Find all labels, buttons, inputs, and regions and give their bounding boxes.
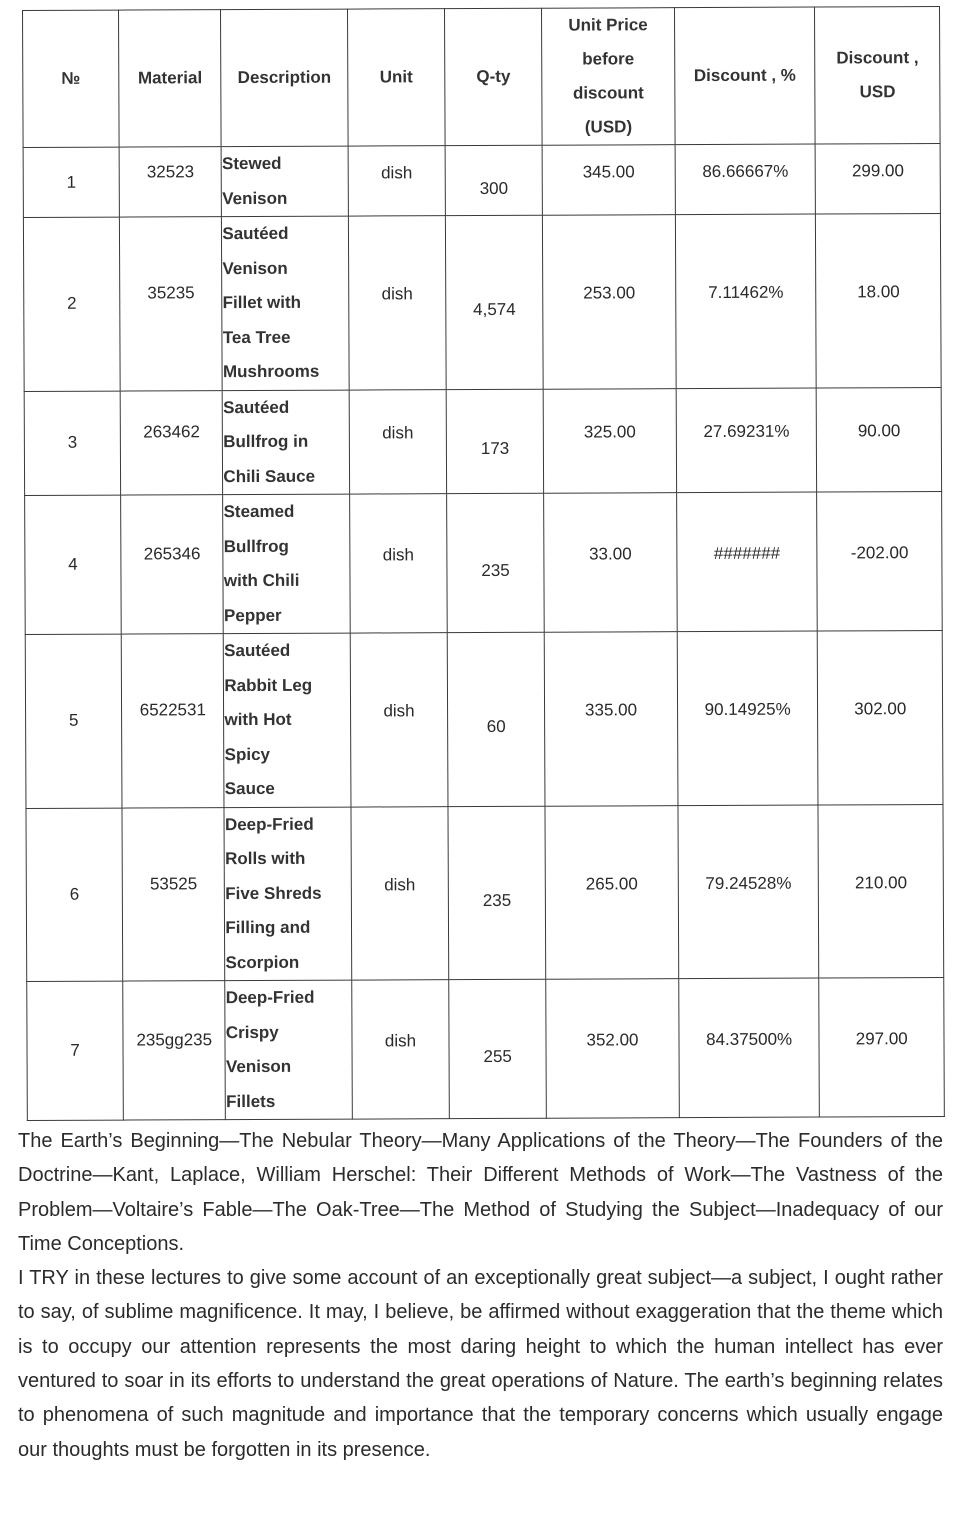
material-cell-value: 32523 bbox=[146, 161, 195, 181]
qty-cell-value: 235 bbox=[481, 560, 510, 581]
discount-pct-cell-value: 84.37500% bbox=[706, 1029, 793, 1050]
material-cell bbox=[119, 147, 222, 217]
unit-price-cell-value: 265.00 bbox=[585, 874, 638, 894]
discount-usd-cell-value: 302.00 bbox=[854, 699, 907, 719]
header-unit-price bbox=[542, 8, 675, 146]
unit-cell bbox=[351, 806, 449, 980]
header-description: Description bbox=[221, 9, 348, 147]
header-discount-usd-line: Discount , bbox=[836, 48, 919, 68]
table-row bbox=[25, 491, 943, 634]
qty-cell bbox=[448, 806, 546, 980]
description-cell bbox=[222, 216, 349, 390]
unit-price-cell bbox=[542, 145, 675, 216]
discount-usd-cell-value: 90.00 bbox=[857, 421, 901, 441]
unit-price-cell bbox=[544, 632, 677, 806]
description-line: Pepper bbox=[223, 605, 282, 625]
material-cell-value: 263462 bbox=[143, 422, 200, 442]
unit-price-cell-value: 335.00 bbox=[584, 700, 638, 720]
discount-table bbox=[22, 6, 945, 1121]
material-cell bbox=[122, 807, 225, 981]
unit-price-cell-value: 345.00 bbox=[582, 161, 635, 182]
qty-cell-value: 4,574 bbox=[473, 300, 516, 320]
description-line: Rolls with bbox=[225, 848, 306, 869]
material-cell bbox=[121, 495, 224, 634]
header-unit-price-line: (USD) bbox=[584, 117, 633, 137]
header-qty: Q-ty bbox=[445, 8, 543, 145]
description-cell bbox=[225, 980, 352, 1120]
row-number-cell: 7 bbox=[27, 981, 124, 1120]
row-number-cell: 3 bbox=[24, 391, 121, 496]
description-line: Scorpion bbox=[225, 952, 300, 972]
discount-pct-cell bbox=[676, 492, 817, 632]
header-unit-price-line: discount bbox=[572, 83, 644, 103]
qty-cell-value: 235 bbox=[482, 890, 512, 910]
qty-cell bbox=[445, 145, 542, 215]
lecture-paragraph: I TRY in these lectures to give some account of an exceptionally great subject—a subject, I ought rather to say, of sublime magnificence. It may, I believe, be affirmed without exaggeration that the theme which is to occupy our attention represents the most daring height to which the human intellect has ever ventured to soar in its efforts to understand the great operations of Nature. The earth’s beginning relates to phenomena of such magnitude and importance that the temporary concerns which usually engage our thoughts must be forgotten in its presence. bbox=[18, 1267, 943, 1461]
unit-price-cell-value: 352.00 bbox=[586, 1030, 639, 1050]
description-line: Bullfrog bbox=[223, 536, 289, 556]
unit-cell bbox=[348, 216, 446, 390]
row-number-cell: 4 bbox=[25, 495, 122, 634]
unit-cell bbox=[349, 494, 447, 633]
row-number-cell: 1 bbox=[23, 147, 119, 217]
description-line: with Chili bbox=[223, 570, 300, 591]
row-number-cell: 2 bbox=[23, 217, 120, 391]
header-discount-usd bbox=[815, 6, 940, 144]
discount-pct-cell-value: 86.66667% bbox=[702, 161, 789, 181]
chapter-synopsis: The Earth’s Beginning—The Nebular Theory—Many Applications of the Theory—The Founders of the Doctrine—Kant, Laplace, William Herschel: Their Different Methods of Work—The Vastness of the Problem—Voltaire’s Fable—The Oak-Tree—The Method of Studying the Subject—Inadequacy of our Time Conceptions. bbox=[18, 1130, 943, 1255]
qty-cell-value: 60 bbox=[486, 717, 506, 737]
unit-cell-value: dish bbox=[383, 701, 415, 721]
description-cell bbox=[223, 494, 350, 634]
description-line: Steamed bbox=[223, 501, 295, 522]
discount-usd-cell-value: -202.00 bbox=[850, 543, 909, 563]
description-line: Filling and bbox=[225, 917, 311, 938]
unit-cell bbox=[352, 980, 450, 1119]
unit-price-cell-value: 325.00 bbox=[583, 422, 636, 442]
discount-pct-cell-value: ####### bbox=[713, 543, 781, 563]
description-cell bbox=[221, 146, 348, 217]
unit-price-cell bbox=[543, 388, 676, 493]
header-no: № bbox=[23, 10, 120, 147]
table-row bbox=[26, 804, 944, 981]
description-line: Rabbit Leg bbox=[224, 675, 313, 695]
unit-cell-value: dish bbox=[382, 423, 414, 443]
description-line: Sauce bbox=[224, 778, 275, 799]
discount-pct-cell bbox=[676, 388, 817, 493]
header-unit-price-line: before bbox=[582, 49, 635, 69]
discount-pct-cell-value: 90.14925% bbox=[704, 699, 791, 720]
description-line: Venison bbox=[222, 258, 288, 278]
unit-cell bbox=[348, 146, 445, 216]
unit-cell-value: dish bbox=[384, 1031, 417, 1051]
discount-usd-cell bbox=[816, 213, 941, 387]
header-unit-price-line: Unit Price bbox=[568, 15, 648, 35]
discount-usd-cell bbox=[817, 387, 942, 492]
discount-pct-cell bbox=[678, 978, 819, 1118]
unit-price-cell-value: 33.00 bbox=[589, 544, 632, 564]
unit-cell-value: dish bbox=[384, 875, 416, 895]
qty-cell bbox=[447, 632, 545, 806]
material-cell bbox=[121, 634, 224, 808]
material-cell bbox=[123, 981, 226, 1120]
description-line: Spicy bbox=[224, 744, 271, 764]
description-cell bbox=[223, 390, 350, 495]
row-number-cell: 5 bbox=[25, 634, 122, 808]
description-line: Bullfrog in bbox=[223, 431, 309, 452]
description-line: Sautéed bbox=[222, 223, 289, 244]
discount-pct-cell-value: 7.11462% bbox=[708, 282, 784, 303]
unit-cell-value: dish bbox=[381, 284, 413, 304]
discount-usd-cell-value: 210.00 bbox=[854, 872, 908, 893]
material-cell-value: 265346 bbox=[143, 544, 201, 564]
discount-usd-cell bbox=[816, 143, 941, 214]
discount-usd-cell-value: 299.00 bbox=[851, 160, 904, 180]
unit-cell-value: dish bbox=[381, 162, 413, 182]
material-cell-value: 53525 bbox=[149, 873, 198, 894]
header-discount-pct: Discount , % bbox=[674, 7, 815, 145]
description-line: Deep-Fried bbox=[225, 987, 315, 1008]
table-row bbox=[23, 213, 941, 390]
discount-pct-cell bbox=[678, 805, 819, 979]
header-material: Material bbox=[119, 10, 222, 147]
description-line: Five Shreds bbox=[225, 883, 322, 903]
description-line: Sautéed bbox=[224, 640, 291, 661]
header-discount-usd-line: USD bbox=[859, 82, 896, 102]
description-cell bbox=[224, 633, 351, 807]
table-row bbox=[23, 143, 940, 217]
description-line: with Hot bbox=[224, 709, 292, 730]
discount-usd-cell bbox=[817, 491, 942, 631]
description-line: Deep-Fried bbox=[224, 814, 314, 834]
qty-cell bbox=[446, 389, 544, 494]
discount-pct-cell bbox=[675, 144, 816, 215]
table-row bbox=[25, 630, 943, 807]
qty-cell-value: 300 bbox=[479, 178, 509, 198]
unit-price-cell bbox=[544, 493, 677, 633]
description-line: Crispy bbox=[225, 1022, 279, 1042]
material-cell bbox=[120, 217, 223, 391]
discount-pct-cell-value: 79.24528% bbox=[705, 873, 792, 893]
unit-cell bbox=[350, 633, 448, 807]
discount-pct-cell bbox=[677, 631, 818, 805]
material-cell bbox=[120, 390, 223, 495]
unit-price-cell bbox=[545, 805, 678, 979]
description-cell bbox=[224, 807, 351, 981]
discount-usd-cell bbox=[818, 630, 943, 804]
material-cell-value: 35235 bbox=[147, 283, 195, 303]
qty-cell bbox=[449, 979, 547, 1118]
qty-cell bbox=[445, 215, 543, 389]
description-line: Mushrooms bbox=[222, 361, 320, 382]
description-line: Sautéed bbox=[223, 397, 290, 417]
description-line: Chili Sauce bbox=[223, 466, 316, 486]
description-line: Fillets bbox=[226, 1091, 276, 1111]
table-header-row bbox=[23, 6, 941, 147]
unit-cell-value: dish bbox=[382, 545, 414, 565]
material-cell-value: 6522531 bbox=[139, 700, 206, 720]
row-number-cell: 6 bbox=[26, 808, 123, 982]
description-line: Venison bbox=[225, 1056, 292, 1077]
discount-usd-cell bbox=[819, 977, 944, 1117]
description-line: Fillet with bbox=[222, 292, 302, 313]
body-text bbox=[18, 1124, 943, 1467]
header-unit: Unit bbox=[347, 9, 445, 146]
unit-price-cell bbox=[546, 979, 679, 1119]
discount-usd-cell bbox=[818, 804, 943, 978]
unit-cell bbox=[349, 389, 447, 494]
description-line: Stewed bbox=[221, 153, 282, 174]
discount-usd-cell-value: 297.00 bbox=[855, 1029, 908, 1049]
unit-price-cell bbox=[543, 215, 676, 389]
description-line: Venison bbox=[222, 188, 288, 208]
discount-pct-cell bbox=[675, 214, 816, 388]
unit-price-cell-value: 253.00 bbox=[583, 283, 636, 303]
qty-cell bbox=[447, 493, 545, 632]
qty-cell-value: 173 bbox=[480, 439, 510, 459]
description-line: Tea Tree bbox=[222, 327, 291, 347]
table-row bbox=[24, 387, 941, 496]
discount-pct-cell-value: 27.69231% bbox=[703, 421, 790, 442]
material-cell-value: 235gg235 bbox=[136, 1030, 213, 1050]
table-row bbox=[27, 977, 945, 1120]
discount-usd-cell-value: 18.00 bbox=[857, 282, 900, 302]
qty-cell-value: 255 bbox=[483, 1046, 512, 1066]
